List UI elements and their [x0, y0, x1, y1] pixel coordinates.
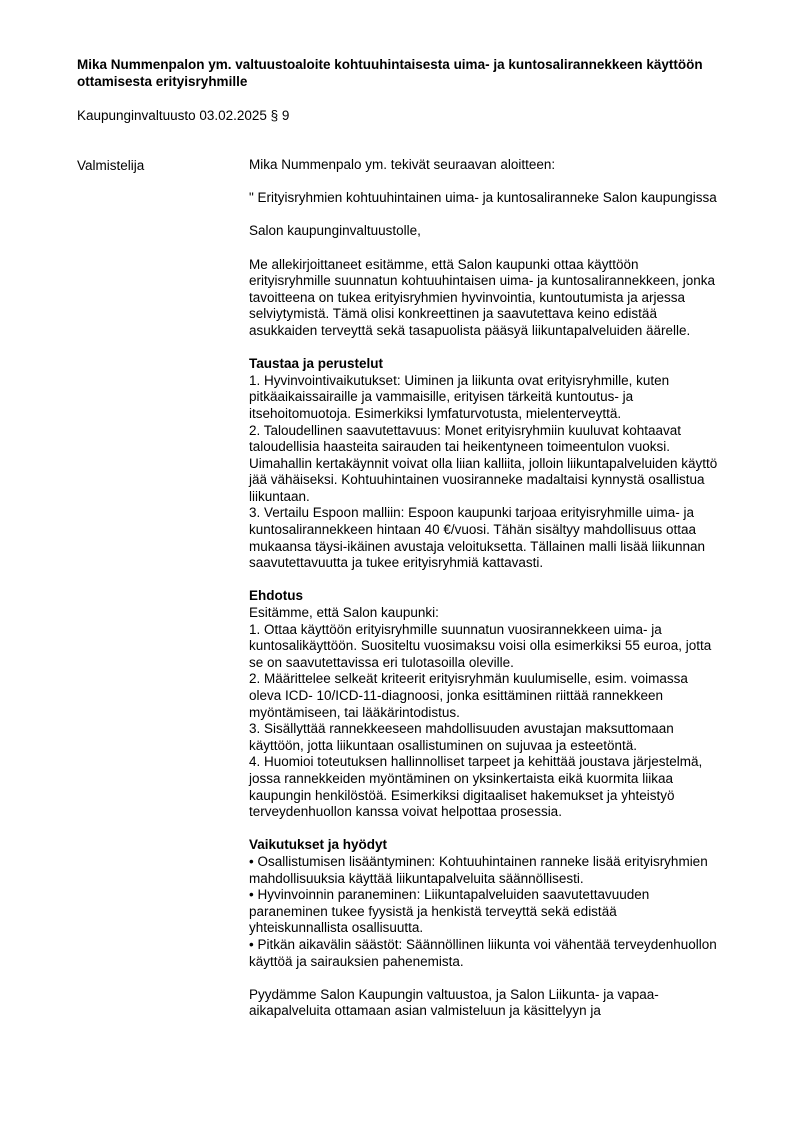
list-item: 2. Taloudellinen saavutettavuus: Monet erityisryhmiin kuuluvat kohtaavat taloudellisia haasteita sairauden tai heikentyneen toimeentulon vuoksi. Uimahallin kertakäynnit voivat olla liian kalliita, jolloin liikuntapalveluiden käyttö jää vähäiseksi. Kohtuuhintainen vuosiranneke madaltaisi kynnystä osallistua liikuntaan.: [249, 422, 718, 504]
preparer-label: Valmistelija: [77, 158, 145, 173]
list-item: 4. Huomioi toteutuksen hallinnolliset tarpeet ja kehittää joustava järjestelmä, jossa rannekkeiden myöntäminen on yksinkertaista eikä kuormita liikaa kaupungin henkilöstöä. Esimerkiksi digitaaliset hakemukset ja yhteistyö terveydenhuollon kanssa voivat helpottaa prosessia.: [249, 754, 703, 820]
list-item: 1. Hyvinvointivaikutukset: Uiminen ja liikunta ovat erityisryhmille, kuten pitkäaikaissairaille ja vammaisille, erityisen tärkeitä kuntoutus- ja itsehoitomuotoja. Esimerkiksi lymfaturvotusta, mielenterveyttä.: [249, 372, 670, 421]
document-title: Mika Nummenpalon ym. valtuustoaloite kohtuuhintaisesta uima- ja kuntosalirannekkeen käyttöön ottamisesta erityisryhmille: [77, 57, 703, 89]
background-heading: Taustaa ja perustelut: [249, 356, 384, 372]
meeting-reference: Kaupunginvaltuusto 03.02.2025 § 9: [77, 108, 290, 123]
proposal-lead: Esitämme, että Salon kaupunki:: [249, 605, 439, 621]
document-body: [249, 157, 719, 1036]
salutation: Salon kaupunginvaltuustolle,: [249, 223, 421, 239]
list-item: 3. Sisällyttää rannekkeeseen mahdollisuuden avustajan maksuttomaan käyttöön, jotta liikuntaan osallistuminen on sujuvaa ja esteetöntä.: [249, 721, 674, 753]
closing-text: Pyydämme Salon Kaupungin valtuustoa, ja Salon Liikunta- ja vapaa-aikapalveluita ottamaan asian valmisteluun ja käsittelyyn ja: [249, 986, 659, 1019]
proposal-heading: Ehdotus: [249, 588, 303, 604]
list-item: 3. Vertailu Espoon malliin: Espoon kaupunki tarjoaa erityisryhmille uima- ja kuntosalirannekkeen hintaan 40 €/vuosi. Tähän sisältyy mahdollisuus ottaa mukaansa täysi-ikäinen avustaja veloituksetta. Tällainen malli lisää liikunnan saavutettavuutta ja tukee erityisryhmiä kattavasti.: [249, 505, 705, 571]
list-item: • Pitkän aikavälin säästöt: Säännöllinen liikunta voi vähentää terveydenhuollon käyttöä ja sairauksien pahenemista.: [249, 936, 717, 969]
list-item: 2. Määrittelee selkeät kriteerit erityisryhmän kuulumiselle, esim. voimassa oleva ICD- 10/ICD-11-diagnoosi, jonka esittäminen riittää rannekkeen myöntämiseen, tai lääkärintodistus.: [249, 671, 688, 720]
list-item: • Hyvinvoinnin paraneminen: Liikuntapalveluiden saavutettavuuden paraneminen tukee fyysistä ja henkistä terveyttä sekä edistää yhteiskunnallista osallisuutta.: [249, 887, 650, 936]
list-item: • Osallistumisen lisääntyminen: Kohtuuhintainen ranneke lisää erityisryhmien mahdollisuuksia käyttää liikuntapalveluita säännöllisesti.: [249, 853, 708, 886]
quote-title: " Erityisryhmien kohtuuhintainen uima- ja kuntosaliranneke Salon kaupungissa: [249, 190, 717, 206]
proposal-section: [249, 588, 719, 820]
impacts-heading: Vaikutukset ja hyödyt: [249, 837, 388, 853]
intro-text: Mika Nummenpalo ym. tekivät seuraavan aloitteen:: [249, 157, 556, 172]
list-item: 1. Ottaa käyttöön erityisryhmille suunnatun vuosirannekkeen uima- ja kuntosalikäyttöön. Suositeltu vuosimaksu voisi olla esimerkiksi 55 euroa, jotta se on saavutettavissa eri tulotasoilla oleville.: [249, 621, 712, 670]
proposal-intro: Me allekirjoittaneet esitämme, että Salon kaupunki ottaa käyttöön erityisryhmille suunnatun kohtuuhintaisen uima- ja kuntosalirannekkeen, jonka tavoitteena on tukea erityisryhmien hyvinvointia, kuntoutumista ja arjessa selviytymistä. Tämä olisi konkreettinen ja saavutettava keino edistää asukkaiden terveyttä sekä tasapuolista pääsyä liikuntapalveluiden äärelle.: [249, 256, 716, 338]
impacts-section: [249, 837, 719, 970]
background-section: [249, 356, 719, 572]
